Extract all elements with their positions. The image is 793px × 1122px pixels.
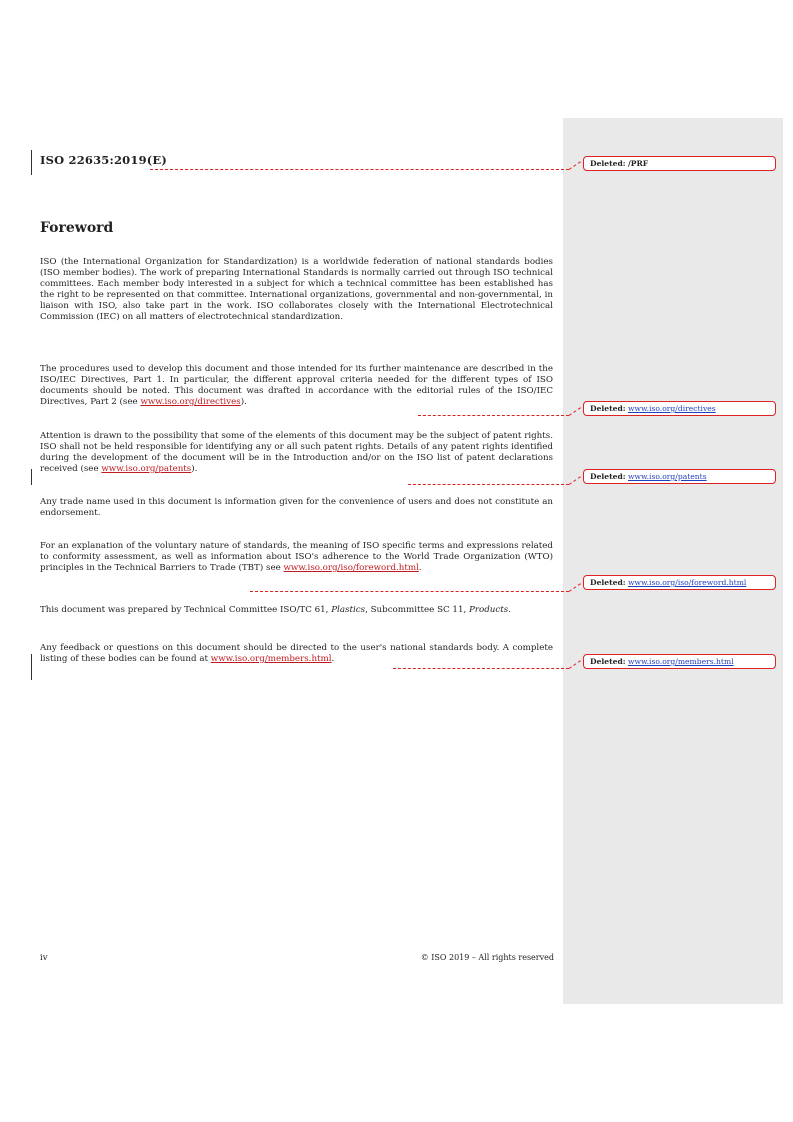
- comment-leader-line: [150, 169, 569, 170]
- page-title: Foreword: [40, 220, 114, 236]
- page-number: iv: [40, 953, 48, 963]
- paragraph-procedures: The procedures used to develop this document and those intended for its further maintenance are described in the ISO/IEC Directives, Part 1. In particular, the different approval criteria needed for the different types of ISO documents should be noted. This document was drafted in accordance with the editorial rules of the ISO/IEC Directives, Part 2 (see www.iso.org/directives).: [40, 364, 553, 407]
- inserted-link-patents[interactable]: www.iso.org/patents: [101, 463, 192, 474]
- document-header: ISO 22635:2019(E): [40, 153, 168, 167]
- change-bar: [31, 654, 32, 680]
- comment-margin-pane: [563, 118, 783, 1004]
- paragraph-trade-name: Any trade name used in this document is information given for the convenience of users and does not constitute an endorsement.: [40, 497, 553, 518]
- comment-leader-line: [408, 484, 569, 485]
- comment-leader-line: [418, 415, 569, 416]
- comment-balloon-deleted[interactable]: Deleted: /PRF: [583, 156, 776, 171]
- inserted-link-foreword[interactable]: www.iso.org/iso/foreword.html: [283, 562, 419, 573]
- change-bar: [31, 150, 32, 175]
- copyright-notice: © ISO 2019 – All rights reserved: [420, 953, 554, 962]
- paragraph-patents: Attention is drawn to the possibility that some of the elements of this document may be the subject of patent rights. ISO shall not be held responsible for identifying any or all such patent rights. Details of any patent rights identified during the development of the document will be in the Introduction and/or on the ISO list of patent declarations received (see www.iso.org/patents).: [40, 431, 553, 474]
- comment-leader-line: [393, 668, 569, 669]
- inserted-link-directives[interactable]: www.iso.org/directives: [140, 396, 241, 407]
- comment-balloon-deleted[interactable]: Deleted: www.iso.org/iso/foreword.html: [583, 575, 776, 590]
- comment-balloon-deleted[interactable]: Deleted: www.iso.org/patents: [583, 469, 776, 484]
- inserted-link-members[interactable]: www.iso.org/members.html: [210, 653, 332, 664]
- comment-balloon-deleted[interactable]: Deleted: www.iso.org/directives: [583, 401, 776, 416]
- comment-leader-line: [250, 591, 569, 592]
- change-bar: [31, 469, 32, 485]
- paragraph-iso-intro: ISO (the International Organization for Standardization) is a worldwide federation of national standards bodies (ISO member bodies). The work of preparing International Standards is normally carried out through ISO technical committees. Each member body interested in a subject for which a technical committee has been established has the right to be represented on that committee. International organizations, governmental and non-governmental, in liaison with ISO, also take part in the work. ISO collaborates closely with the International Electrotechnical Commission (IEC) on all matters of electrotechnical standardization.: [40, 257, 553, 322]
- paragraph-committee: This document was prepared by Technical Committee ISO/TC 61, Plastics, Subcommittee SC 11, Products.: [40, 605, 511, 615]
- paragraph-feedback: Any feedback or questions on this document should be directed to the user's national standards body. A complete listing of these bodies can be found at www.iso.org/members.html.: [40, 643, 553, 664]
- comment-balloon-deleted[interactable]: Deleted: www.iso.org/members.html: [583, 654, 776, 669]
- paragraph-voluntary-nature: For an explanation of the voluntary nature of standards, the meaning of ISO specific terms and expressions related to conformity assessment, as well as information about ISO's adherence to the World Trade Organization (WTO) principles in the Technical Barriers to Trade (TBT) see www.iso.org/iso/foreword.html.: [40, 541, 553, 573]
